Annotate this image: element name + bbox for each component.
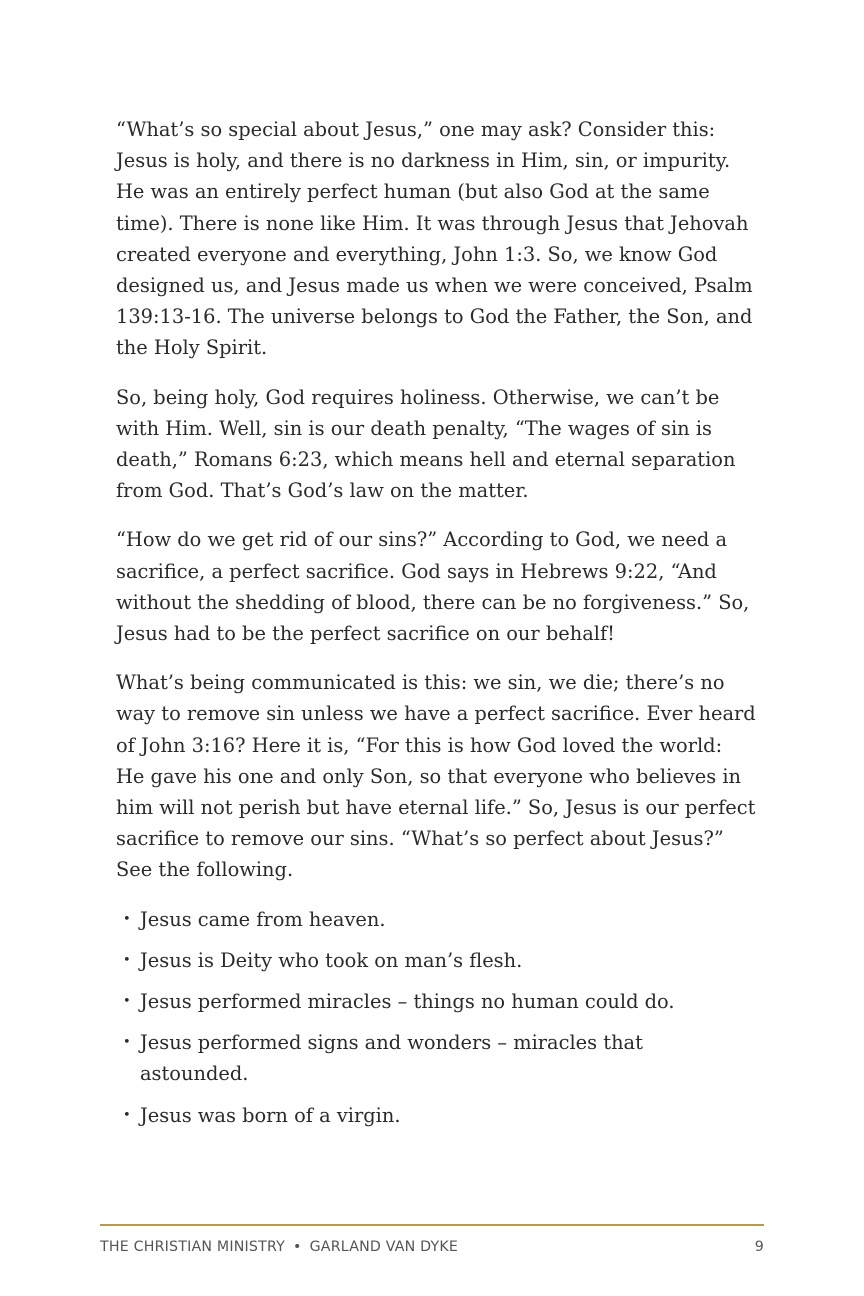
paragraph-1: “What’s so special about Jesus,” one may ask? Consider this: Jesus is holy, and there is no darkness in Him, sin, or impurity. He was an entirely perfect human (but also God at the same time). There is none like Him. It was through Jesus that Jehovah created everyone and everything, John 1:3. So, we know God designed us, and Jesus made us when we were conceived, Psalm 139:13-16. The universe belongs to God the Father, the Son, and the Holy Spirit. [116,118,753,360]
list-item [116,1027,756,1089]
running-footer [100,1239,458,1255]
list-item [116,986,756,1017]
paragraph-3: “How do we get rid of our sins?” According to God, we need a sacrifice, a perfect sacrifice. God says in Hebrews 9:22, “And without the shedding of blood, there can be no forgiveness.” So, Jesus had to be the perfect sacrifice on our behalf! [116,528,750,646]
bullet-icon: • [123,1035,131,1051]
bullet-list [116,904,756,1131]
bullet-icon: • [123,1107,131,1123]
list-item-text: Jesus came from heaven. [140,907,386,931]
footer-separator: • [293,1239,302,1255]
page-body [116,114,756,1141]
paragraph-4: What’s being communicated is this: we sin, we die; there’s no way to remove sin unless we have a perfect sacrifice. Ever heard of John 3:16? Here it is, “For this is how God loved the world: He gave his one and only Son, so that everyone who believes in him will not perish but have eternal life.” So, Jesus is our perfect sacrifice to remove our sins. “What’s so perfect about Jesus?” See the following. [116,671,756,882]
bullet-icon: • [123,911,131,927]
footer-divider [100,1224,764,1226]
list-item-text: Jesus was born of a virgin. [140,1103,401,1127]
bullet-icon: • [123,952,131,968]
paragraph-2: So, being holy, God requires holiness. Otherwise, we can’t be with Him. Well, sin is our death penalty, “The wages of sin is death,” Romans 6:23, which means hell and eternal separation from God. That’s God’s law on the matter. [116,385,736,503]
list-item [116,904,756,935]
book-title: THE CHRISTIAN MINISTRY [100,1239,286,1255]
list-item [116,1100,756,1131]
list-item-text: Jesus performed signs and wonders – miracles that astounded. [140,1031,643,1086]
page-number: 9 [754,1239,764,1255]
list-item [116,945,756,976]
page-footer [100,1239,764,1255]
author-name: GARLAND VAN DYKE [309,1239,459,1255]
list-item-text: Jesus performed miracles – things no human could do. [140,990,675,1014]
list-item-text: Jesus is Deity who took on man’s flesh. [140,948,523,972]
bullet-icon: • [123,994,131,1010]
